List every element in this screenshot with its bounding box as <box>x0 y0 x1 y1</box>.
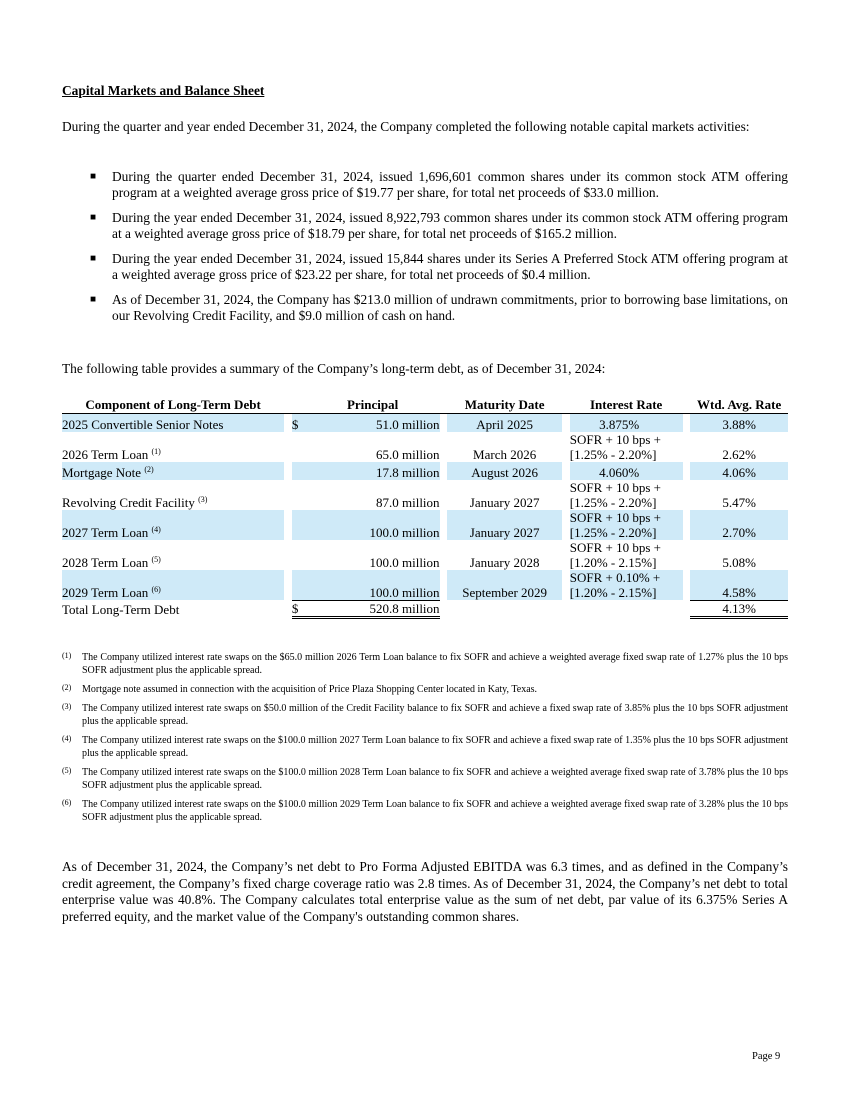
cell-dollar <box>292 570 306 600</box>
table-row <box>62 432 788 462</box>
cell-principal: 65.0 million <box>375 447 440 462</box>
footnote: (6) The Company utilized interest rate swaps on the $100.0 million 2029 Term Loan balance to fix SOFR and achieve a weighted average fixed swap rate of 3.28% plus the 10 bps SOFR adjustment plus the applicable spread. <box>62 798 788 823</box>
header-principal: Principal <box>306 397 440 414</box>
table-row <box>62 570 788 600</box>
cell-wtd: 5.47% <box>722 495 756 510</box>
bullet-icon: ■ <box>90 171 97 182</box>
footnote: (3) The Company utilized interest rate swaps on $50.0 million of the Credit Facility balance to fix SOFR and achieve a fixed swap rate of 3.85% plus the 10 bps SOFR adjustment plus the applicable spread. <box>62 702 788 727</box>
header-maturity: Maturity Date <box>447 397 562 414</box>
bullet-icon: ■ <box>90 294 97 305</box>
rate-line-1: SOFR + 10 bps + <box>569 480 661 495</box>
list-item: ■ During the quarter ended December 31, 2024, issued 1,696,601 common shares under its common stock ATM offering program at a weighted average gross price of $19.77 per share, for total net proceeds of $33.0 million. <box>90 169 788 200</box>
cell-maturity: January 2028 <box>469 555 540 570</box>
closing-paragraph: As of December 31, 2024, the Company’s net debt to Pro Forma Adjusted EBITDA was 6.3 times, and as defined in the Company’s credit agreement, the Company’s fixed charge coverage ratio was 2.8 times. As of December 31, 2024, the Company’s net debt to total enterprise value was 40.8%. The Company calculates total enterprise value as the sum of net debt, par value of its 6.375% Series A preferred equity, and the market value of the Company's outstanding common shares. <box>62 859 788 924</box>
cell-dollar <box>292 462 306 480</box>
footnote-mark: (1) <box>62 651 72 660</box>
cell-component: Total Long-Term Debt <box>62 602 180 617</box>
cell-rate <box>570 510 683 540</box>
cell-wtd: 4.06% <box>690 462 788 480</box>
rate-line-2: [1.20% - 2.15%] <box>569 585 657 600</box>
table-total-row <box>62 600 788 617</box>
intro-paragraph: During the quarter and year ended December 31, 2024, the Company completed the following notable capital markets activities: <box>62 119 750 134</box>
cell-wtd: 4.58% <box>690 570 788 600</box>
cell-dollar <box>292 432 306 462</box>
footnote-ref: (6) <box>151 585 161 594</box>
header-component: Component of Long-Term Debt <box>62 397 284 414</box>
rate-line-1: SOFR + 10 bps + <box>569 540 661 555</box>
rate-line-1: 4.060% <box>599 465 640 480</box>
footnote: (4) The Company utilized interest rate swaps on the $100.0 million 2027 Term Loan balance to fix SOFR and achieve a fixed swap rate of 1.35% plus the 10 bps SOFR adjustment plus the applicable spread. <box>62 734 788 759</box>
cell-rate <box>570 432 683 462</box>
cell-maturity: August 2026 <box>447 462 562 480</box>
cell-maturity: March 2026 <box>473 447 537 462</box>
rate-line-2: [1.20% - 2.15%] <box>569 555 657 570</box>
table-row <box>62 540 788 570</box>
footnote-ref: (3) <box>198 495 208 504</box>
cell-wtd: 5.08% <box>722 555 756 570</box>
bullet-icon: ■ <box>90 253 97 264</box>
table-row <box>62 510 788 540</box>
rate-line-2: [1.25% - 2.20%] <box>569 525 657 540</box>
cell-maturity: September 2029 <box>447 570 562 600</box>
footnote: (5) The Company utilized interest rate swaps on the $100.0 million 2028 Term Loan balance to fix SOFR and achieve a weighted average fixed swap rate of 3.78% plus the 10 bps SOFR adjustment plus the applicable spread. <box>62 766 788 791</box>
footnotes <box>62 651 788 830</box>
table-row <box>62 480 788 510</box>
cell-wtd: 4.13% <box>690 600 788 617</box>
footnote-mark: (6) <box>62 798 72 807</box>
cell-rate <box>570 540 683 570</box>
footnote-ref: (5) <box>151 555 161 564</box>
page-number: Page 9 <box>752 1051 781 1062</box>
footnote-mark: (3) <box>62 702 72 711</box>
bullet-icon: ■ <box>90 212 97 223</box>
list-item: ■ During the year ended December 31, 2024, issued 8,922,793 common shares under its common stock ATM offering program at a weighted average gross price of $18.79 per share, for total net proceeds of $165.2 million. <box>90 210 788 241</box>
list-item: ■ As of December 31, 2024, the Company has $213.0 million of undrawn commitments, prior to borrowing base limitations, on our Revolving Credit Facility, and $9.0 million of cash on hand. <box>90 292 788 323</box>
cell-rate <box>570 570 683 600</box>
cell-component: 2026 Term Loan $^{(1)}$ <box>62 447 161 462</box>
cell-rate <box>570 480 683 510</box>
footnote-ref: (4) <box>151 525 161 534</box>
cell-wtd: 3.88% <box>690 414 788 433</box>
footnote-ref: (1) <box>151 447 161 456</box>
cell-dollar: $ <box>292 600 306 617</box>
cell-component: Revolving Credit Facility $^{(3)}$ <box>62 495 208 510</box>
cell-dollar <box>292 480 306 510</box>
header-wtd: Wtd. Avg. Rate <box>690 397 788 414</box>
table-row <box>62 462 788 480</box>
cell-principal: 100.0 million <box>306 510 440 540</box>
rate-line-1: SOFR + 0.10% + <box>569 570 661 585</box>
cell-maturity: January 2027 <box>447 510 562 540</box>
cell-wtd: 2.70% <box>690 510 788 540</box>
rate-line-1: SOFR + 10 bps + <box>569 432 661 447</box>
rate-line-2: [1.25% - 2.20%] <box>569 447 657 462</box>
cell-component: 2028 Term Loan $^{(5)}$ <box>62 555 161 570</box>
cell-principal: 87.0 million <box>375 495 440 510</box>
section-heading: Capital Markets and Balance Sheet <box>62 83 265 98</box>
cell-dollar <box>292 510 306 540</box>
cell-rate <box>570 462 683 480</box>
long-term-debt-table <box>62 397 788 619</box>
table-header-row <box>62 397 788 414</box>
cell-component: Mortgage Note $^{(2)}$ <box>62 462 284 480</box>
rate-line-2: [1.25% - 2.20%] <box>569 495 657 510</box>
cell-principal: 520.8 million <box>306 600 440 617</box>
cell-rate <box>570 414 683 433</box>
list-item: ■ During the year ended December 31, 2024, issued 15,844 shares under its Series A Preferred Stock ATM offering program at a weighted average gross price of $23.22 per share, for total net proceeds of $0.4 million. <box>90 251 788 282</box>
cell-maturity: January 2027 <box>469 495 540 510</box>
table-row <box>62 414 788 433</box>
cell-maturity: April 2025 <box>447 414 562 433</box>
table-intro: The following table provides a summary of the Company’s long-term debt, as of December 31, 2024: <box>62 361 606 376</box>
footnote-mark: (5) <box>62 766 72 775</box>
rate-line-1: SOFR + 10 bps + <box>569 510 661 525</box>
cell-principal: 51.0 million <box>306 414 440 433</box>
footnote: (2) Mortgage note assumed in connection with the acquisition of Price Plaza Shopping Center located in Katy, Texas. <box>62 683 538 695</box>
footnote: (1) The Company utilized interest rate swaps on the $65.0 million 2026 Term Loan balance to fix SOFR and achieve a weighted average fixed swap rate of 1.27% plus the 10 bps SOFR adjustment plus the applicable spread. <box>62 651 788 676</box>
cell-dollar <box>292 540 306 570</box>
cell-principal: 100.0 million <box>306 570 440 600</box>
cell-wtd: 2.62% <box>722 447 756 462</box>
footnote-mark: (2) <box>62 683 72 692</box>
footnote-mark: (4) <box>62 734 72 743</box>
cell-principal: 17.8 million <box>306 462 440 480</box>
cell-component: 2029 Term Loan $^{(6)}$ <box>62 570 284 600</box>
cell-principal: 100.0 million <box>369 555 440 570</box>
cell-component: 2025 Convertible Senior Notes <box>62 414 284 433</box>
cell-dollar: $ <box>292 414 306 433</box>
cell-component: 2027 Term Loan $^{(4)}$ <box>62 510 284 540</box>
rate-line-1: 3.875% <box>599 417 640 432</box>
header-rate: Interest Rate <box>570 397 683 414</box>
activities-list <box>62 169 788 333</box>
footnote-ref: (2) <box>144 465 154 474</box>
